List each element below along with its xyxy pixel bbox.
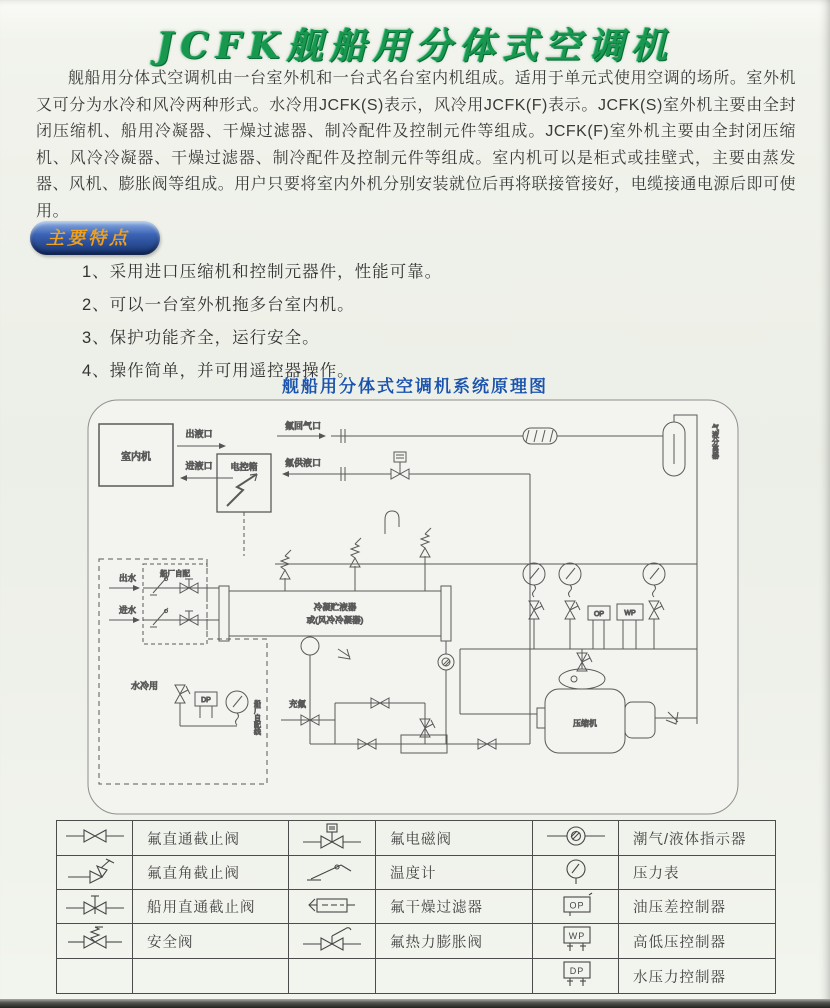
marine-stop-valve-icon <box>57 890 133 924</box>
thermometer-icon <box>289 856 376 890</box>
page-edge-shadow <box>0 999 830 1008</box>
legend-row <box>57 924 776 959</box>
solenoid-valve-icon <box>289 821 376 856</box>
legend-row <box>57 856 776 890</box>
liquid-supply-label: 氟供液口 <box>284 458 322 468</box>
shipyard-line-label: 船厂自配线 <box>253 700 261 735</box>
svg-text:WP: WP <box>624 610 636 617</box>
straight-stop-valve-icon <box>57 821 133 856</box>
legend-row <box>57 890 776 924</box>
charge-label: 充氟 <box>289 699 307 709</box>
intro-paragraph: 舰船用分体式空调机由一台室外机和一台式名台室内机组成。适用于单元式使用空调的场所。室外机又可分为水冷和风冷两种形式。水冷用JCFK(S)表示，风冷用JCFK(F)表示。JCFK(S)室外机主要由全封闭压缩机、船用冷凝器、干燥过滤器、制冷配件及控制元件等组成。JCFK(F)室外机主要由全封闭压缩机、风冷冷凝器、干燥过滤器、制冷配件及控制元件等组成。室内机可以是柜式或挂壁式，主要由蒸发器、风机、膨胀阀等组成。用户只要将室内外机分别安装就位后再将联接管接好，电缆接通电源后即可使用。 <box>36 70 796 220</box>
sight-glass-icon <box>533 821 619 856</box>
feature-item: 1、采用进口压缩机和控制元器件，性能可靠。 <box>82 263 443 281</box>
expansion-valve-icon <box>289 924 376 959</box>
feature-item: 2、可以一台室外机拖多台室内机。 <box>82 296 355 314</box>
drier-filter-icon <box>289 890 376 924</box>
liquid-out-label: 出液口 <box>185 429 213 439</box>
gas-return-label: 氟回气口 <box>284 421 322 431</box>
op-controller-icon <box>533 890 619 924</box>
svg-text:OP: OP <box>568 900 585 910</box>
diagram-title: 舰船用分体式空调机系统原理图 <box>282 377 548 396</box>
water-cooled-label: 水冷用 <box>131 681 159 691</box>
svg-text:室内机: 室内机 <box>121 452 151 463</box>
separator-label: 气液分离器 <box>711 424 719 459</box>
feature-item: 3、保护功能齐全，运行安全。 <box>82 329 320 347</box>
legend-table <box>56 820 776 994</box>
system-schematic <box>85 394 745 822</box>
legend-label: 船用直通截止阀 <box>133 890 289 924</box>
legend-label: 氟干燥过滤器 <box>376 890 533 924</box>
features-list <box>82 256 442 388</box>
svg-text:或(风冷冷凝器): 或(风冷冷凝器) <box>306 615 364 625</box>
svg-text:DP: DP <box>201 697 211 704</box>
shipyard-label: 船厂自配 <box>160 569 190 578</box>
svg-text:OP: OP <box>593 611 605 618</box>
legend-label: 氟直通截止阀 <box>133 821 289 856</box>
legend-label: 氟热力膨胀阀 <box>376 924 533 959</box>
legend-label: 安全阀 <box>133 924 289 959</box>
empty-cell <box>289 959 376 994</box>
svg-text:WP: WP <box>568 931 585 941</box>
empty-cell <box>57 959 133 994</box>
wp-controller-icon <box>533 924 619 959</box>
water-out-label: 出水 <box>119 573 137 583</box>
legend-label: 高低压控制器 <box>619 924 776 959</box>
water-in-label: 进水 <box>119 605 137 615</box>
legend-row <box>57 959 776 994</box>
angle-stop-valve-icon <box>57 856 133 890</box>
pressure-gauge-icon <box>533 856 619 890</box>
dp-controller-icon <box>533 959 619 994</box>
legend-label: 压力表 <box>619 856 776 890</box>
legend-label <box>133 959 289 994</box>
legend-label: 氟电磁阀 <box>376 821 533 856</box>
legend-label: 潮气/液体指示器 <box>619 821 776 856</box>
legend-label: 油压差控制器 <box>619 890 776 924</box>
safety-valve-icon <box>57 924 133 959</box>
legend-label <box>376 959 533 994</box>
page-title: JCFK舰船用分体式空调机 <box>156 25 674 67</box>
legend-label: 水压力控制器 <box>619 959 776 994</box>
svg-text:冷凝贮液器: 冷凝贮液器 <box>313 602 357 612</box>
features-badge: 主要特点 <box>30 221 160 255</box>
legend-label: 氟直角截止阀 <box>133 856 289 890</box>
svg-text:电控箱: 电控箱 <box>230 462 258 472</box>
svg-text:压缩机: 压缩机 <box>573 719 597 728</box>
legend-label: 温度计 <box>376 856 533 890</box>
legend-row <box>57 821 776 856</box>
liquid-in-label: 进液口 <box>185 461 213 471</box>
feature-item: 4、操作简单，并可用遥控器操作。 <box>82 362 355 380</box>
svg-text:DP: DP <box>569 966 584 976</box>
